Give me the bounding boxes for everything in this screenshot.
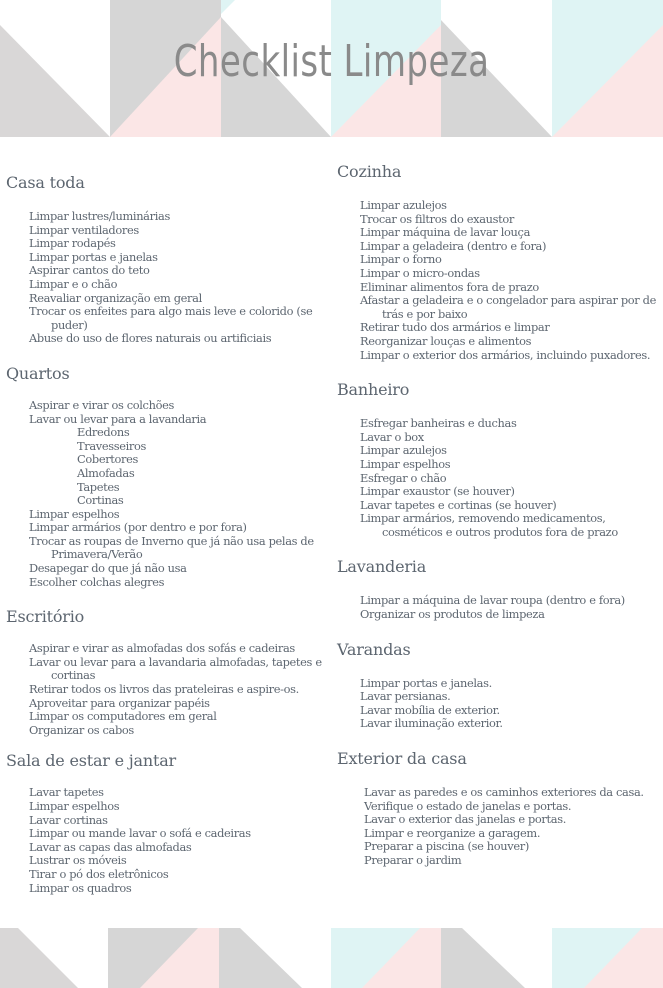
list-item: Limpar armários (por dentro e por fora): [29, 520, 247, 535]
checklist: [6, 642, 331, 737]
list-item: Limpar rodapés: [29, 236, 116, 251]
list-item: Limpar a máquina de lavar roupa (dentro e fora): [360, 593, 625, 608]
section-sala-de-estar-e-jantar: [6, 750, 331, 895]
list-item: Lavar persianas.: [360, 689, 451, 704]
section-heading: Escritório: [6, 607, 85, 627]
list-item: Aspirar cantos do teto: [29, 263, 150, 278]
list-item: Desapegar do que já não usa: [29, 561, 187, 576]
checklist: [6, 786, 331, 895]
list-subitem: Tapetes: [77, 479, 120, 494]
list-item: Limpar e reorganize a garagem.: [364, 825, 541, 840]
list-item: Limpar azulejos: [360, 198, 447, 212]
list-subitem: Cortinas: [77, 493, 124, 508]
left-column: [6, 172, 331, 895]
list-item: Eliminar alimentos fora de prazo: [360, 279, 539, 294]
section-heading: Quartos: [6, 363, 70, 383]
section-escritorio: [6, 606, 331, 737]
list-item: Limpar portas e janelas.: [360, 675, 492, 690]
section-heading: Exterior da casa: [337, 749, 467, 769]
list-item: Tirar o pó dos eletrônicos: [29, 866, 169, 881]
list-item: Verifique o estado de janelas e portas.: [364, 798, 572, 813]
section-heading: Varandas: [337, 639, 411, 659]
section-varandas: [337, 639, 663, 731]
checklist: [337, 677, 663, 731]
list-item: Limpar e o chão: [29, 276, 118, 291]
list-item: Aspirar e virar os colchões: [29, 397, 174, 412]
list-item: Escolher colchas alegres: [29, 574, 165, 589]
list-item: Limpar lustres/luminárias: [29, 209, 170, 223]
list-item: Esfregar banheiras e duchas: [360, 416, 517, 431]
list-item: Retirar todos os livros das prateleiras e aspire-os.: [29, 682, 299, 697]
checklist: [337, 594, 663, 621]
checklist: [6, 210, 331, 346]
list-item: Limpar espelhos: [29, 799, 120, 813]
list-item: Limpar o micro-ondas: [360, 265, 480, 280]
checklist: [337, 199, 663, 362]
list-item: Preparar o jardim: [364, 853, 462, 867]
list-item: Lavar cortinas: [29, 812, 108, 827]
section-cozinha: [337, 161, 663, 362]
list-subitem: Edredons: [77, 425, 130, 440]
list-item: Preparar a piscina (se houver): [364, 839, 529, 854]
list-item: Limpar os quadros: [29, 880, 132, 895]
list-item: Limpar o exterior dos armários, incluindo puxadores.: [360, 347, 651, 362]
list-item: Limpar espelhos: [360, 456, 451, 471]
list-item: Limpar máquina de lavar louça: [360, 225, 531, 240]
section-heading: Banheiro: [337, 380, 410, 400]
section-heading: Casa toda: [6, 173, 85, 192]
list-item: Organizar os produtos de limpeza: [360, 607, 545, 622]
list-item: Lavar mobília de exterior.: [360, 702, 500, 717]
list-item: Limpar armários, removendo medicamentos, cosméticos e outros produtos fora de prazo: [360, 511, 618, 539]
list-item: Lavar iluminação exterior.: [360, 716, 503, 731]
list-item: Limpar espelhos: [29, 506, 120, 521]
list-item: Trocar as roupas de Inverno que já não usa pelas de Primavera/Verão: [29, 533, 314, 562]
list-item: Lavar o box: [360, 429, 424, 444]
list-item: Lavar as paredes e os caminhos exteriores da casa.: [364, 785, 644, 800]
list-item: Limpar ou mande lavar o sofá e cadeiras: [29, 826, 251, 841]
list-item: Aspirar e virar as almofadas dos sofás e cadeiras: [29, 641, 295, 656]
list-item: Trocar os filtros do exaustor: [360, 211, 514, 226]
list-item: Lustrar os móveis: [29, 853, 127, 868]
section-lavanderia: [337, 556, 663, 621]
list-subitem: Almofadas: [77, 465, 135, 480]
list-item: Reavaliar organização em geral: [29, 290, 202, 305]
list-item: Limpar os computadores em geral: [29, 709, 217, 724]
list-item: Limpar a geladeira (dentro e fora): [360, 238, 547, 253]
footer-pattern-banner: [0, 928, 663, 988]
list-item: Reorganizar louças e alimentos: [360, 333, 532, 348]
list-subitem: Cobertores: [77, 452, 139, 467]
checklist: [337, 417, 663, 539]
list-item: Retirar tudo dos armários e limpar: [360, 320, 550, 335]
checklist: [6, 399, 331, 589]
right-column: [337, 161, 663, 868]
section-casa-toda: [6, 172, 331, 346]
page-title: [0, 36, 663, 87]
checklist: [337, 786, 663, 868]
list-item: Abuse do uso de flores naturais ou artificiais: [29, 331, 272, 346]
list-item: Lavar ou levar para a lavandaria almofadas, tapetes e cortinas: [29, 654, 322, 683]
list-subitem: Travesseiros: [77, 438, 147, 453]
list-item: Trocar os enfeites para algo mais leve e colorido (se puder): [29, 304, 313, 332]
list-item: Limpar portas e janelas: [29, 249, 158, 264]
list-item: Lavar tapetes e cortinas (se houver): [360, 497, 557, 512]
section-heading: Lavanderia: [337, 557, 427, 577]
list-item: Esfregar o chão: [360, 470, 447, 485]
section-quartos: [6, 363, 331, 589]
section-heading: Cozinha: [337, 162, 402, 181]
list-item: Limpar exaustor (se houver): [360, 484, 515, 499]
list-item: Lavar as capas das almofadas: [29, 839, 192, 854]
section-banheiro: [337, 379, 663, 539]
list-item: Limpar ventiladores: [29, 222, 139, 237]
section-heading: Sala de estar e jantar: [6, 751, 176, 771]
list-item: Lavar tapetes: [29, 785, 104, 800]
list-item: Lavar ou levar para a lavandaria: [29, 411, 207, 426]
section-exterior-da-casa: [337, 748, 663, 868]
title-text: Checklist Limpeza: [173, 36, 490, 87]
list-item: Afastar a geladeira e o congelador para aspirar por de trás e por baixo: [360, 293, 656, 321]
list-item: Lavar o exterior das janelas e portas.: [364, 812, 566, 827]
list-item: Aproveitar para organizar papéis: [29, 695, 210, 710]
list-item: Limpar o forno: [360, 252, 442, 267]
triangle-pattern-icon: [0, 928, 663, 988]
list-item: Limpar azulejos: [360, 443, 447, 458]
list-item: Organizar os cabos: [29, 722, 134, 737]
